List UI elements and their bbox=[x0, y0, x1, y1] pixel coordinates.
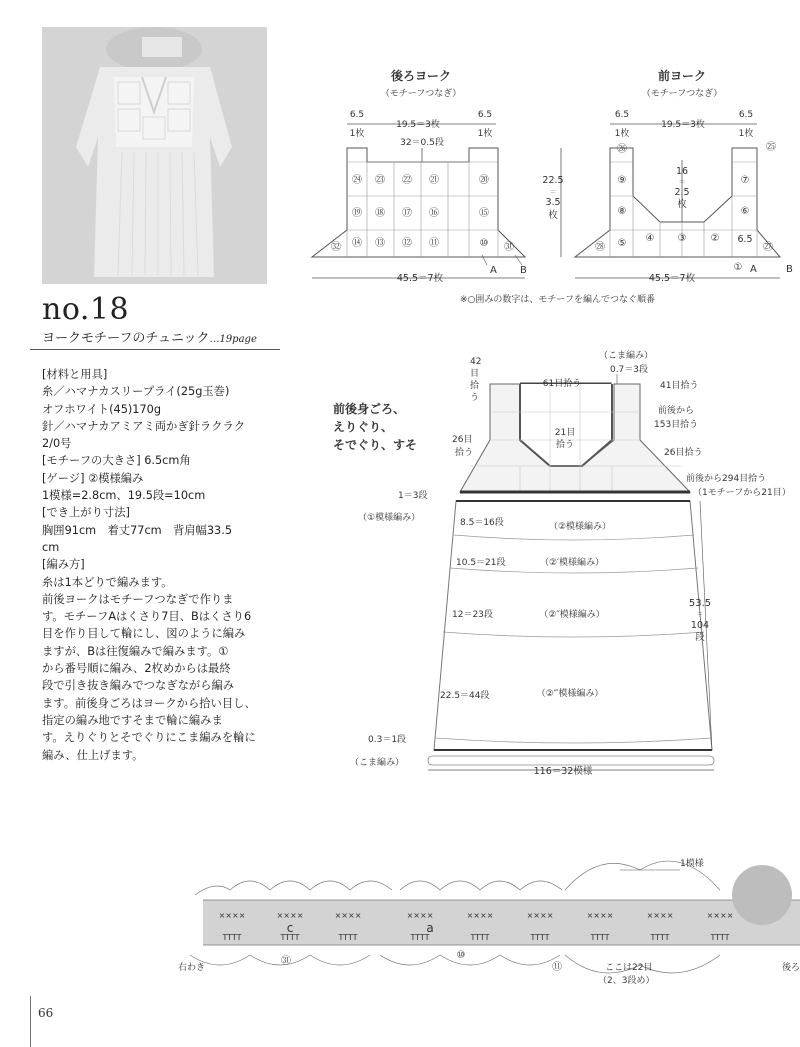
hem-pick-1: 前後から294目拾う bbox=[686, 474, 767, 484]
motif: ⑪ bbox=[429, 238, 439, 249]
back-label-b: B bbox=[520, 265, 527, 276]
materials-line: [編み方] bbox=[42, 558, 85, 572]
motif: ⑰ bbox=[402, 208, 412, 219]
motif: ③ bbox=[677, 233, 687, 244]
motif: ⑯ bbox=[429, 208, 439, 219]
materials-line: 指定の編み地ですそまで輪に編みま bbox=[42, 713, 223, 727]
pattern-number: no.18 bbox=[42, 292, 130, 327]
svg-text:TTTT: TTTT bbox=[222, 933, 242, 942]
motif: ⑩ bbox=[479, 238, 489, 249]
motif: ⑦ bbox=[740, 175, 750, 186]
materials-line: [モチーフの大きさ] 6.5cm角 bbox=[42, 454, 191, 468]
center-pick-2: 拾う bbox=[555, 440, 575, 450]
materials-line: ますが、Bは往復編みで編みます。① bbox=[42, 644, 229, 658]
materials-line: から番号順に編み、2枚めからは最終 bbox=[42, 662, 231, 676]
motif: ㉖ bbox=[617, 144, 627, 155]
materials-line: す。モチーフAはくさり7目、Bはくさり6 bbox=[42, 610, 252, 624]
letter-c: c bbox=[286, 921, 294, 935]
height-d: 枚 bbox=[548, 210, 558, 221]
letter-a: a bbox=[426, 921, 434, 935]
motif: ⑮ bbox=[479, 208, 489, 219]
hem-width: 116＝32模様 bbox=[533, 766, 593, 777]
front-label-a: A bbox=[750, 264, 757, 275]
left-pick-2: 目 bbox=[470, 369, 480, 379]
back-w-right-n: 1枚 bbox=[477, 129, 493, 139]
materials-line: cm bbox=[42, 540, 60, 554]
left-pick-4: う bbox=[470, 393, 480, 403]
motif: ② bbox=[710, 233, 720, 244]
one-repeat: 1模様 bbox=[680, 859, 704, 869]
front-depth-a: 16 bbox=[675, 166, 689, 177]
svg-text:TTTT: TTTT bbox=[530, 933, 550, 942]
materials-line: 前後ヨークはモチーフつなぎで作りま bbox=[42, 592, 234, 606]
chart-n31: ㉛ bbox=[281, 956, 291, 967]
back-yoke-subtitle: （モチーフつなぎ） bbox=[380, 89, 462, 99]
height-c: 3.5 bbox=[545, 197, 561, 208]
materials-line: 糸／ハマナカスリープライ(25g玉巻) bbox=[42, 385, 230, 399]
back-label-a: A bbox=[490, 265, 497, 276]
svg-text:××××: ×××× bbox=[334, 911, 362, 920]
row1-label: 1＝3段 bbox=[398, 491, 428, 501]
motif: ㉘ bbox=[595, 242, 605, 253]
front-depth-c: 2.5 bbox=[674, 187, 690, 198]
yoke-note: ※○囲みの数字は、モチーフを編んでつなぐ順番 bbox=[460, 295, 655, 305]
back-w-left-n: 1枚 bbox=[349, 129, 365, 139]
back-label: 後ろ bbox=[782, 963, 800, 973]
motif: ㉛ bbox=[504, 242, 514, 253]
svg-text:TTTT: TTTT bbox=[338, 933, 358, 942]
front-yoke-subtitle: （モチーフつなぎ） bbox=[641, 89, 723, 99]
neck-pick: 61目拾う bbox=[542, 379, 582, 389]
svg-text:××××: ×××× bbox=[646, 911, 674, 920]
fb-pick-2: 153目拾う bbox=[654, 420, 699, 430]
total-c: 104 bbox=[690, 620, 710, 631]
back-yoke-title: 後ろヨーク bbox=[390, 69, 452, 83]
body-diagram bbox=[333, 349, 791, 777]
motif: ㉔ bbox=[352, 175, 362, 186]
height-a: 22.5 bbox=[542, 175, 564, 186]
svg-text:××××: ×××× bbox=[466, 911, 494, 920]
materials-line: [材料と用具] bbox=[42, 368, 108, 381]
front-w-right-n: 1枚 bbox=[738, 129, 754, 139]
section-2-pattern: （②′模様編み） bbox=[539, 558, 605, 568]
motif: ④ bbox=[645, 233, 655, 244]
svg-text:××××: ×××× bbox=[706, 911, 734, 920]
section-3-pattern: （②″模様編み） bbox=[539, 610, 605, 620]
motif: ⑬ bbox=[375, 238, 385, 249]
total-b: ＝ bbox=[696, 610, 704, 618]
svg-text:TTTT: TTTT bbox=[470, 933, 490, 942]
materials-line: 目を作り目して輪にし、図のように編み bbox=[42, 627, 246, 641]
motif: ⑫ bbox=[402, 238, 412, 249]
left-pick-1: 42 bbox=[470, 357, 482, 367]
motif: ⑭ bbox=[352, 238, 362, 249]
body-title-1: 前後身ごろ、 bbox=[333, 402, 406, 416]
back-w-right: 6.5 bbox=[477, 110, 493, 120]
materials-line: 糸は1本どりで編みます。 bbox=[42, 575, 173, 589]
total-a: 53.5 bbox=[688, 598, 712, 609]
chart-n11: ⑪ bbox=[552, 962, 562, 973]
motif: ⑧ bbox=[617, 206, 627, 217]
front-w-right: 6.5 bbox=[738, 110, 754, 120]
materials-line: [でき上がり寸法] bbox=[42, 506, 130, 520]
motif: ㉓ bbox=[375, 175, 385, 186]
hem-pick-2: （1モチーフから21目） bbox=[693, 488, 791, 498]
right-pick: 41目拾う bbox=[660, 381, 699, 391]
materials-line: 1模様=2.8cm、19.5段=10cm bbox=[42, 489, 206, 503]
motif: ⑨ bbox=[617, 175, 627, 186]
motif: ㉕ bbox=[766, 142, 776, 153]
back-yoke-diagram bbox=[312, 68, 527, 284]
body-top-rows: 0.7＝3段 bbox=[609, 365, 649, 375]
center-pick-1: 21目 bbox=[554, 428, 576, 438]
front-width: 45.5＝7枚 bbox=[648, 273, 696, 284]
front-w-mid: 19.5＝3枚 bbox=[661, 120, 705, 130]
motif: ⑤ bbox=[617, 238, 627, 249]
materials-line: 編み、仕上げます。 bbox=[42, 748, 144, 762]
materials-line: [ゲージ] ②模様編み bbox=[42, 471, 144, 485]
stitch-chart bbox=[178, 857, 800, 986]
svg-text:TTTT: TTTT bbox=[710, 933, 730, 942]
back-width: 45.5＝7枚 bbox=[396, 273, 444, 284]
front-w-left-n: 1枚 bbox=[614, 129, 630, 139]
materials-line: 段で引き抜き編みでつなぎながら編み bbox=[42, 679, 235, 693]
front-depth-b: ＝ bbox=[678, 178, 686, 186]
right-pick2: 26目拾う bbox=[664, 448, 703, 458]
back-neck: 32＝0.5段 bbox=[400, 138, 444, 148]
materials-line: ます。前後身ごろはヨークから拾い目し、 bbox=[42, 696, 256, 710]
svg-text:××××: ×××× bbox=[276, 911, 304, 920]
motif: ㉗ bbox=[763, 242, 773, 253]
section-1: 8.5＝16段 bbox=[460, 518, 504, 528]
materials-line: す。えりぐりとそでぐりにこま編みを輪に bbox=[42, 731, 256, 745]
motif: ㉒ bbox=[402, 175, 412, 186]
svg-text:××××: ×××× bbox=[586, 911, 614, 920]
yoke-height-dimension bbox=[542, 148, 563, 257]
hem-pattern: （こま編み） bbox=[350, 758, 405, 768]
motif: ① bbox=[733, 262, 743, 273]
section-2: 10.5＝21段 bbox=[456, 558, 506, 568]
section-1-pattern: （②模様編み） bbox=[548, 522, 612, 532]
front-label-b: B bbox=[786, 264, 793, 275]
front-w-left: 6.5 bbox=[614, 110, 630, 120]
svg-text:TTTT: TTTT bbox=[650, 933, 670, 942]
svg-text:××××: ×××× bbox=[406, 911, 434, 920]
section-3: 12＝23段 bbox=[452, 610, 493, 620]
front-side: 6.5 bbox=[737, 234, 753, 245]
hem-rows: 0.3＝1段 bbox=[368, 735, 407, 745]
svg-text:TTTT: TTTT bbox=[410, 933, 430, 942]
motif: ⑱ bbox=[375, 208, 385, 219]
materials-line: 胸囲91cm 着丈77cm 背肩幅33.5 bbox=[42, 523, 233, 537]
front-yoke-title: 前ヨーク bbox=[657, 69, 707, 83]
materials-line: 針／ハマナカアミアミ両かぎ針ラクラク bbox=[42, 419, 246, 433]
motif: ㉜ bbox=[331, 242, 341, 253]
back-w-mid: 19.5＝3枚 bbox=[396, 120, 440, 130]
svg-text:××××: ×××× bbox=[218, 911, 246, 920]
left-pick2-1: 26目 bbox=[452, 435, 473, 445]
body-title-2: えりぐり、 bbox=[333, 420, 394, 434]
left-pick-3: 拾 bbox=[470, 381, 480, 391]
side-label: 右わき bbox=[178, 963, 206, 973]
fb-pick-1: 前後から bbox=[658, 406, 695, 416]
page-reference: …19page bbox=[209, 334, 257, 345]
section-4: 22.5＝44段 bbox=[440, 691, 490, 701]
motif: ㉑ bbox=[429, 175, 439, 186]
motif: ⑲ bbox=[352, 208, 362, 219]
materials-line: オフホワイト(45)170g bbox=[42, 402, 162, 416]
left-pick2-2: 拾う bbox=[455, 448, 474, 458]
motif: ⑥ bbox=[740, 206, 750, 217]
front-depth-d: 枚 bbox=[677, 199, 687, 210]
motif: ⑳ bbox=[479, 175, 489, 186]
section-4-pattern: （②‴模様編み） bbox=[536, 689, 604, 699]
here-b: （2、3段め） bbox=[598, 976, 655, 986]
materials-line: 2/0号 bbox=[42, 437, 72, 451]
margin-rule bbox=[30, 996, 31, 1047]
svg-text:TTTT: TTTT bbox=[280, 933, 300, 942]
svg-text:××××: ×××× bbox=[526, 911, 554, 920]
back-w-left: 6.5 bbox=[349, 110, 365, 120]
body-top-note: （こま編み） bbox=[598, 351, 654, 361]
pattern-name: ヨークモチーフのチュニック bbox=[42, 331, 210, 346]
body-title-3: そでぐり、すそ bbox=[333, 438, 418, 452]
height-b: ＝ bbox=[549, 188, 557, 196]
row1-pattern: （①模様編み） bbox=[358, 513, 421, 523]
here-a: ここは22目 bbox=[605, 963, 653, 973]
chart-n10: ⑩ bbox=[456, 950, 466, 961]
total-d: 段 bbox=[695, 632, 705, 643]
svg-text:TTTT: TTTT bbox=[590, 933, 610, 942]
page-number: 66 bbox=[38, 1006, 54, 1020]
front-yoke-diagram bbox=[575, 68, 793, 284]
